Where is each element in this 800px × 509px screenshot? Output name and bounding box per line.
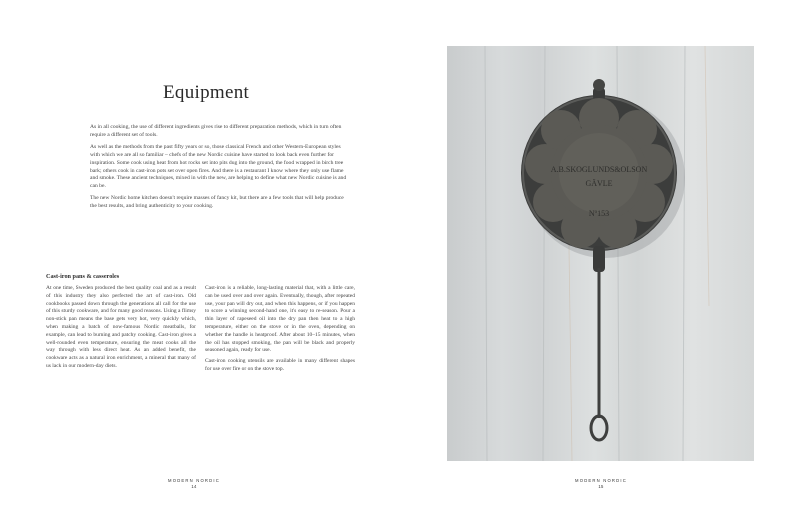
intro-paragraph: As in all cooking, the use of different ingredients gives rise to different preparation methods, which in turn often require a different set of tools.: [90, 124, 342, 138]
engraving-maker: A.B.SKOGLUNDS&OLSON: [550, 165, 648, 174]
footer-right: [561, 478, 641, 489]
page-title: Equipment: [163, 82, 250, 103]
body-column-left: [46, 285, 196, 374]
intro-paragraph: The new Nordic home kitchen doesn't require masses of fancy kit, but there are a few tools that will help produce the best results, and bring authenticity to your cooking.: [90, 195, 344, 210]
intro-text: [90, 124, 350, 215]
footer-left: [154, 478, 234, 489]
body-paragraph: Cast-iron cooking utensils are available in many different shapes for use over fire or on the stove top.: [205, 358, 355, 372]
waffle-iron-photo: [447, 46, 754, 461]
footer-book-title: MODERN NORDIC: [575, 478, 627, 483]
page-number: 15: [598, 484, 604, 489]
body-paragraph: Cast-iron is a reliable, long-lasting material that, with a little care, can be used over and over again. Eventually, though, after repeated use, your pan will dry out, and when this happens, or if you happen to score a winning second-hand one, it's easy to re-season. Pour a thin layer of rapeseed oil into the dry pan then heat to a high temperature, either on the stove or in the oven, depending on whether the handle is heatproof. After about 10–15 minutes, when the oil has stopped smoking, the pan will be black and properly seasoned again, ready for use.: [205, 285, 355, 354]
body-paragraph: At one time, Sweden produced the best quality coal and as a result of this industry they also perfected the art of cast-iron. Old cookbooks passed down through the generations all call for the use of this sturdy cookware, and for many good reasons. Using a flimsy non-stick pan means the base gets very hot, very quickly which, when making a batch of now-famous Nordic meatballs, for example, can lead to burning and patchy cooking. Cast-iron gives a well-rounded even temperature, ensuring the meat cooks all the way through with less direct heat. As an added benefit, the cookware acts as a natural iron enrichment, a mineral that many of us lack in our modern-day diets.: [46, 285, 196, 369]
section-heading: Cast-iron pans & casseroles: [46, 273, 120, 280]
cast-iron-waffle-iron-photo-icon: [447, 46, 754, 461]
engraving-town: GÄVLE: [585, 179, 613, 188]
engraving-number: Nº153: [588, 209, 610, 218]
page-number: 14: [191, 484, 197, 489]
intro-paragraph: As well as the methods from the past fifty years or so, those classical French and other Western-European styles with which we are all so familiar – chefs of the new Nordic cuisine have started to look back even further for inspiration. Some cook using heat from hot rocks set into pits dug into the ground, the food wrapped in birch tree bark; others cook in cast-iron pots set over open fires. And there is a restaurant I know where they only use flame and smoke. These ancient techniques, mixed in with the new, are helping to define what new Nordic cuisine is and can be.: [90, 143, 347, 190]
body-column-right: [205, 285, 355, 377]
footer-book-title: MODERN NORDIC: [168, 478, 220, 483]
